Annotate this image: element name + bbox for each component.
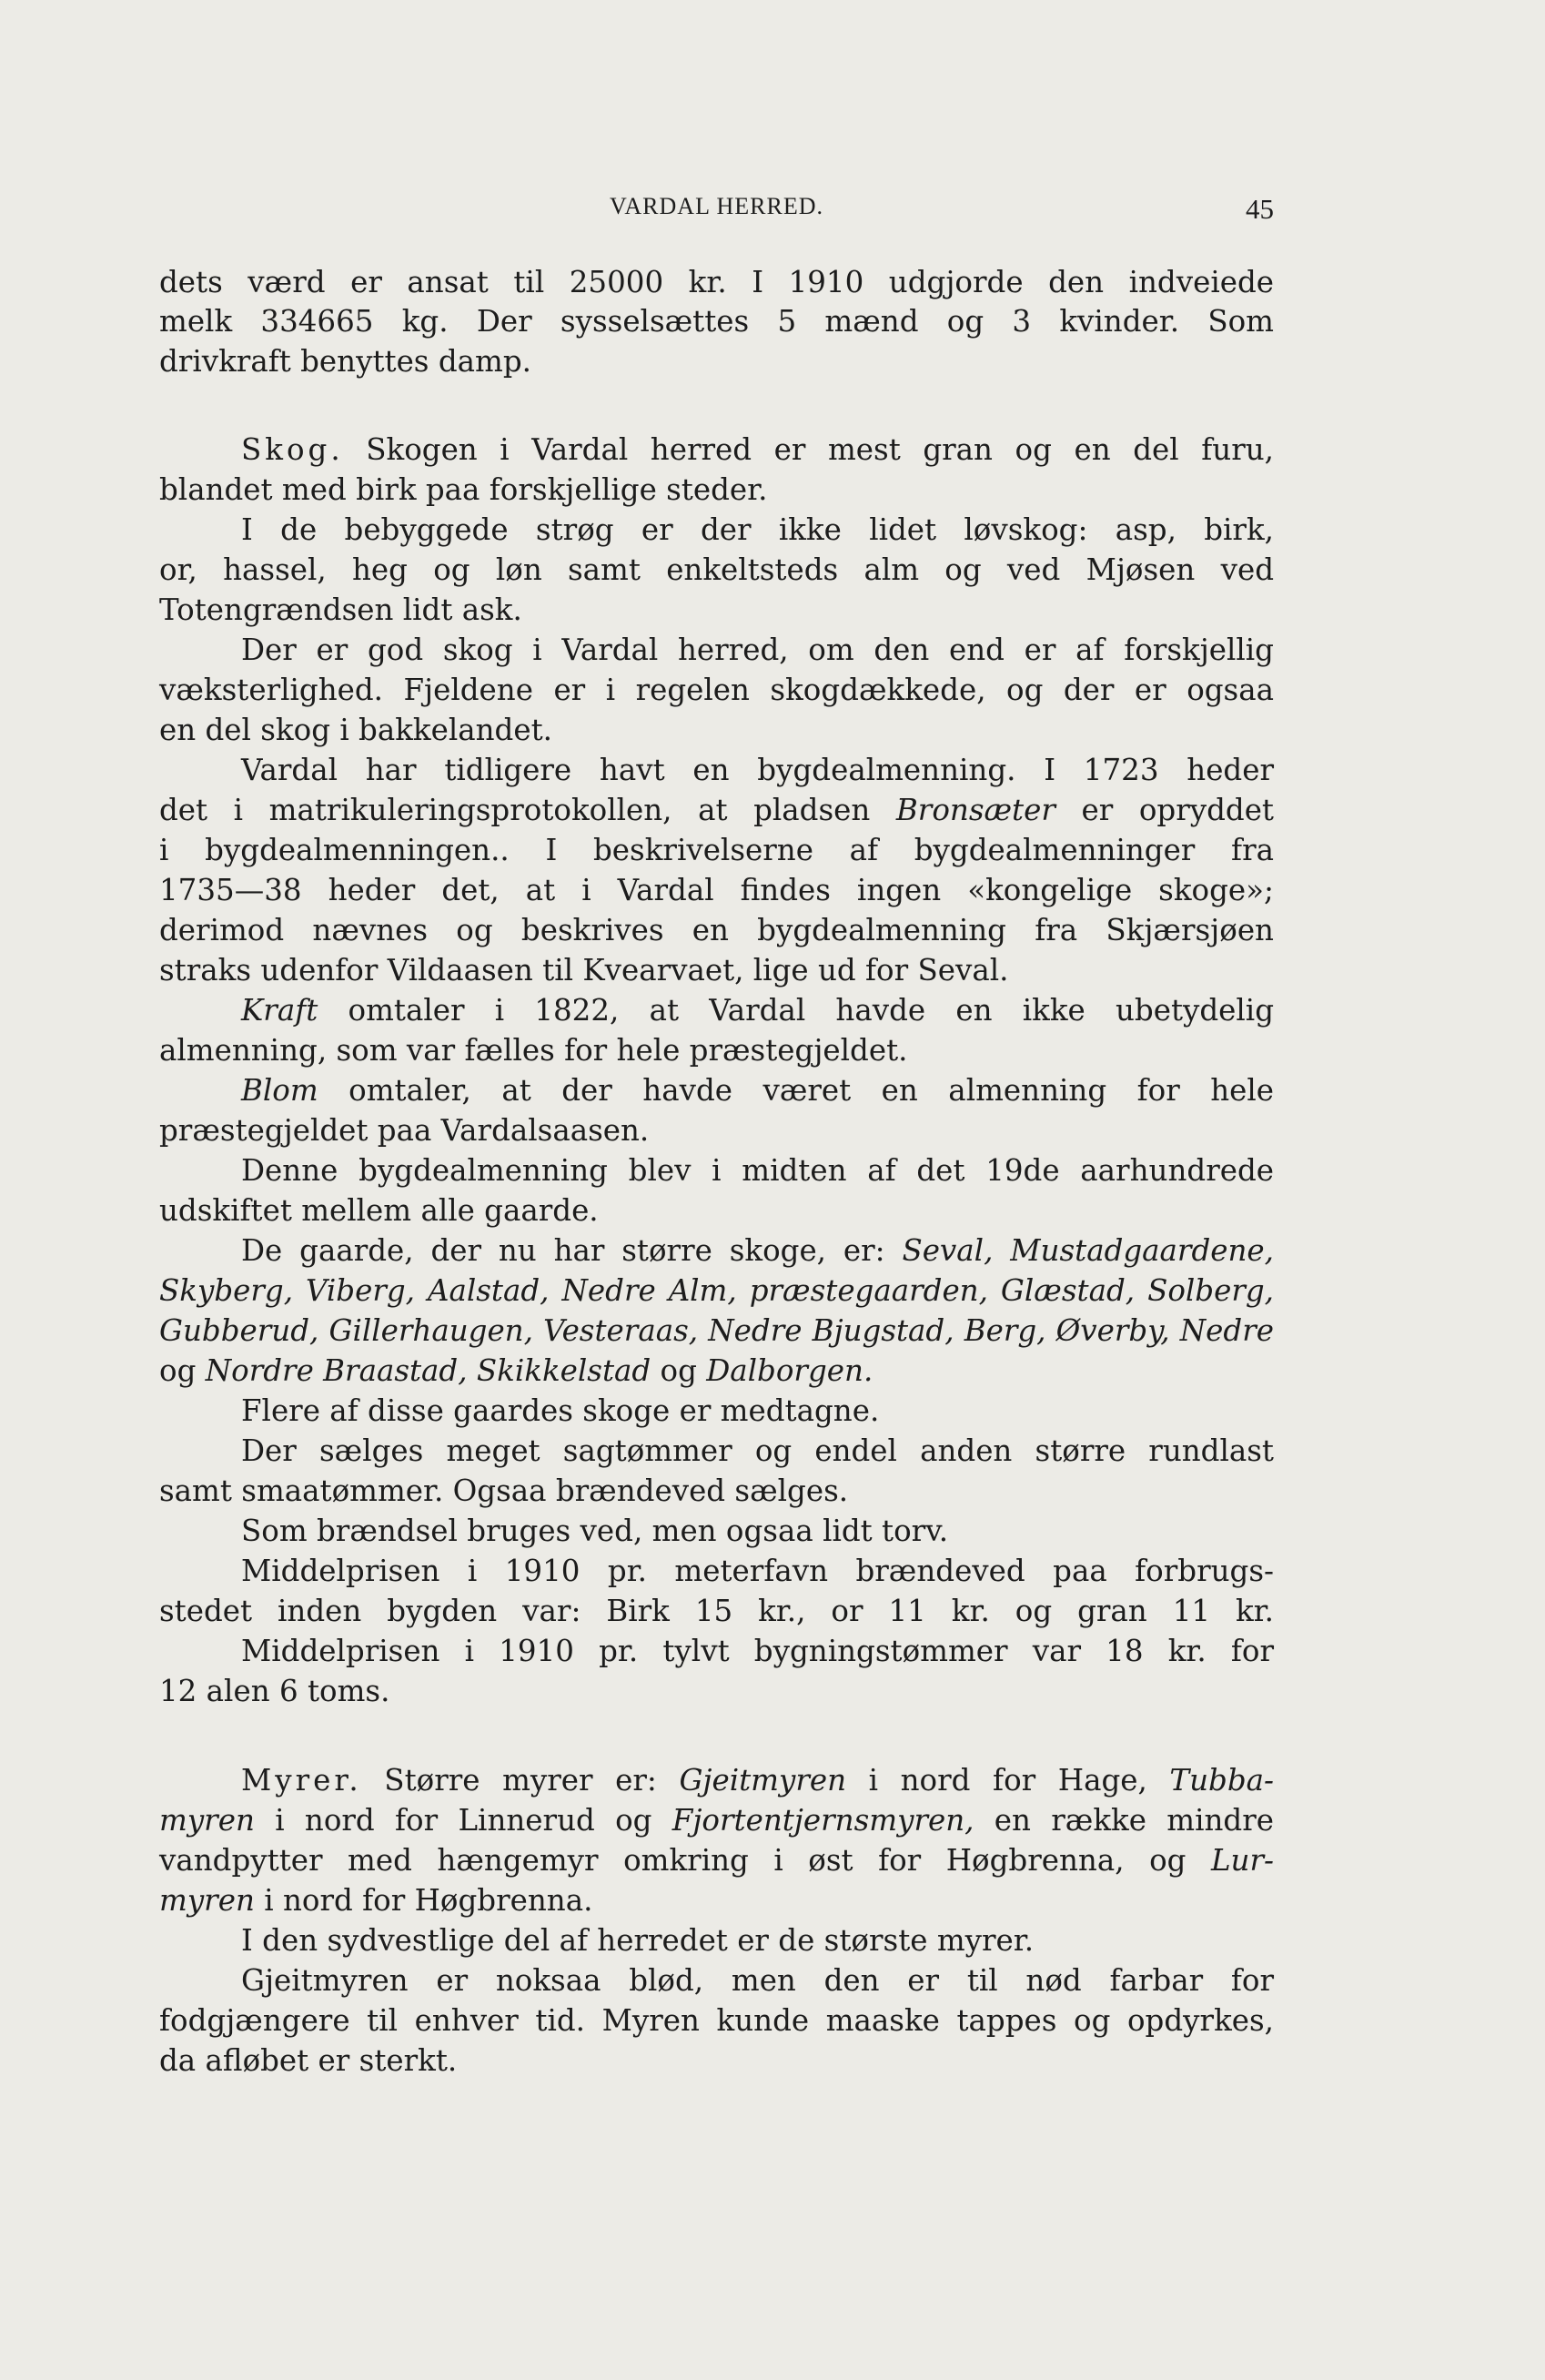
line-text: en række mindre: [974, 1803, 1274, 1838]
running-title: VARDAL HERRED.: [609, 193, 823, 219]
text-line: [159, 550, 1274, 590]
text-line: [159, 910, 1274, 950]
line-text: væksterlighed. Fjeldene er i regelen skogdækkede, og der er ogsaa: [159, 673, 1274, 707]
line-text: drivkraft benyttes damp.: [159, 344, 531, 379]
text-line: [241, 430, 1274, 470]
text-line: [241, 630, 1274, 670]
line-text: Større myrer er:: [361, 1763, 680, 1798]
italic-text: Lur-: [1210, 1843, 1274, 1878]
line-text: i nord for Linnerud og: [254, 1803, 672, 1838]
text-line: [241, 1431, 1274, 1471]
text-line: [159, 590, 1274, 630]
text-line: [159, 1880, 1274, 1920]
text-line: [159, 1110, 1274, 1150]
line-text: I de bebyggede strøg er der ikke lidet løvskog: asp, birk,: [241, 512, 1274, 547]
line-text: i nord for Hage,: [846, 1763, 1170, 1798]
text-line: [159, 1800, 1274, 1840]
line-text: samt smaatømmer. Ogsaa brændeved sælges.: [159, 1474, 849, 1508]
text-line: [159, 870, 1274, 910]
italic-text: Blom: [241, 1073, 318, 1108]
text-line: [241, 510, 1274, 550]
text-line: [159, 1271, 1274, 1311]
line-text: Der sælges meget sagtømmer og endel anden større rundlast: [241, 1433, 1274, 1468]
italic-text: Dalborgen.: [706, 1353, 873, 1388]
italic-text: Gubberud, Gillerhaugen, Vesteraas, Nedre Bjugstad, Berg, Øverby, Nedre: [159, 1313, 1274, 1348]
line-text: Vardal har tidligere havt en bygdealmenning. I 1723 heder: [241, 753, 1274, 787]
running-head: [159, 193, 1274, 229]
line-text: Denne bygdealmenning blev i midten af det 19de aarhundrede: [241, 1153, 1274, 1188]
text-line: [159, 2000, 1274, 2041]
text-line: [241, 1231, 1274, 1271]
text-line: [241, 1070, 1274, 1110]
line-text: omtaler, at der havde været en almenning for hele: [318, 1073, 1274, 1108]
text-line: [241, 750, 1274, 790]
text-line: [159, 470, 1274, 510]
line-text: Skogen i Vardal herred er mest gran og en del furu,: [343, 432, 1274, 467]
italic-text: Seval, Mustadgaardene,: [902, 1233, 1274, 1268]
line-text: og: [159, 1353, 206, 1388]
line-text: melk 334665 kg. Der sysselsættes 5 mænd og 3 kvinder. Som: [159, 304, 1274, 339]
line-text: 12 alen 6 toms.: [159, 1674, 390, 1708]
section-heading: Myrer.: [241, 1763, 362, 1798]
line-text: dets værd er ansat til 25000 kr. I 1910 udgjorde den indveiede: [159, 265, 1274, 299]
text-line: [159, 950, 1274, 990]
italic-text: Fjortentjernsmyren,: [672, 1803, 974, 1838]
text-line: [159, 1671, 1274, 1711]
line-text: straks udenfor Vildaasen til Kvearvaet, lige ud for Seval.: [159, 953, 1009, 987]
line-text: er opryddet: [1055, 793, 1274, 827]
line-text: De gaarde, der nu har større skoge, er:: [241, 1233, 903, 1268]
line-text: Flere af disse gaardes skoge er medtagne.: [241, 1393, 880, 1428]
line-text: i nord for Høgbrenna.: [254, 1883, 593, 1918]
text-line: [159, 1190, 1274, 1231]
text-line: [159, 341, 1274, 381]
line-text: Der er god skog i Vardal herred, om den end er af forskjellig: [241, 633, 1274, 667]
text-line: [159, 301, 1274, 341]
line-text: vandpytter med hængemyr omkring i øst for Høgbrenna, og: [159, 1843, 1211, 1878]
line-text: det i matrikuleringsprotokollen, at pladsen: [159, 793, 896, 827]
italic-text: myren: [159, 1803, 255, 1838]
italic-text: Kraft: [241, 993, 318, 1028]
line-text: fodgjængere til enhver tid. Myren kunde maaske tappes og opdyrkes,: [159, 2003, 1274, 2038]
italic-text: Nordre Braastad, Skikkelstad: [205, 1353, 651, 1388]
line-text: en del skog i bakkelandet.: [159, 713, 552, 747]
text-line: [159, 1030, 1274, 1070]
line-text: Middelprisen i 1910 pr. meterfavn brændeved paa forbrugs-: [241, 1554, 1274, 1588]
text-line: [241, 1551, 1274, 1591]
italic-text: myren: [159, 1883, 255, 1918]
line-text: Middelprisen i 1910 pr. tylvt bygningstømmer var 18 kr. for: [241, 1634, 1274, 1668]
line-text: og: [651, 1353, 707, 1388]
italic-text: Gjeitmyren: [679, 1763, 847, 1798]
line-text: stedet inden bygden var: Birk 15 kr., or 11 kr. og gran 11 kr.: [159, 1594, 1274, 1628]
text-line: [159, 262, 1274, 302]
line-text: blandet med birk paa forskjellige steder.: [159, 472, 768, 507]
text-line: [159, 1840, 1274, 1880]
text-line: [159, 1920, 1274, 1960]
text-line: [159, 790, 1274, 830]
text-line: [159, 710, 1274, 750]
page-number: 45: [1246, 193, 1274, 225]
text-line: [159, 830, 1274, 870]
line-text: præstegjeldet paa Vardalsaasen.: [159, 1113, 650, 1148]
line-text: da afløbet er sterkt.: [159, 2043, 458, 2078]
text-line: [159, 670, 1274, 710]
italic-text: Bronsæter: [895, 793, 1055, 827]
italic-text: Skyberg, Viberg, Aalstad, Nedre Alm, præstegaarden, Glæstad, Solberg,: [159, 1273, 1274, 1308]
line-text: derimod nævnes og beskrives en bygdealmenning fra Skjærsjøen: [159, 913, 1274, 947]
text-line: [159, 1591, 1274, 1631]
text-line: [241, 1150, 1274, 1190]
line-text: almenning, som var fælles for hele præstegjeldet.: [159, 1033, 908, 1068]
text-line: [241, 990, 1274, 1030]
text-line: [159, 1391, 1274, 1431]
text-line: [241, 1631, 1274, 1671]
section-heading: Skog.: [241, 432, 344, 467]
line-text: Gjeitmyren er noksaa blød, men den er til nød farbar for: [241, 1963, 1274, 1998]
text-line: [159, 2041, 1274, 2081]
text-line: [159, 1511, 1274, 1551]
text-line: [159, 1311, 1274, 1351]
line-text: Totengrændsen lidt ask.: [159, 592, 522, 627]
text-line: [159, 1471, 1274, 1511]
line-text: or, hassel, heg og løn samt enkeltsteds alm og ved Mjøsen ved: [159, 552, 1274, 587]
line-text: udskiftet mellem alle gaarde.: [159, 1193, 599, 1228]
italic-text: Tubba-: [1169, 1763, 1274, 1798]
line-text: 1735—38 heder det, at i Vardal findes ingen «kongelige skoge»;: [159, 873, 1274, 907]
line-text: i bygdealmenningen.. I beskrivelserne af bygdealmenninger fra: [159, 833, 1274, 867]
text-line: [241, 1760, 1274, 1800]
line-text: Som brændsel bruges ved, men ogsaa lidt torv.: [241, 1514, 949, 1548]
text-line: [159, 1351, 1274, 1391]
line-text: I den sydvestlige del af herredet er de største myrer.: [241, 1923, 1035, 1958]
line-text: omtaler i 1822, at Vardal havde en ikke ubetydelig: [318, 993, 1274, 1028]
text-line: [241, 1960, 1274, 2000]
